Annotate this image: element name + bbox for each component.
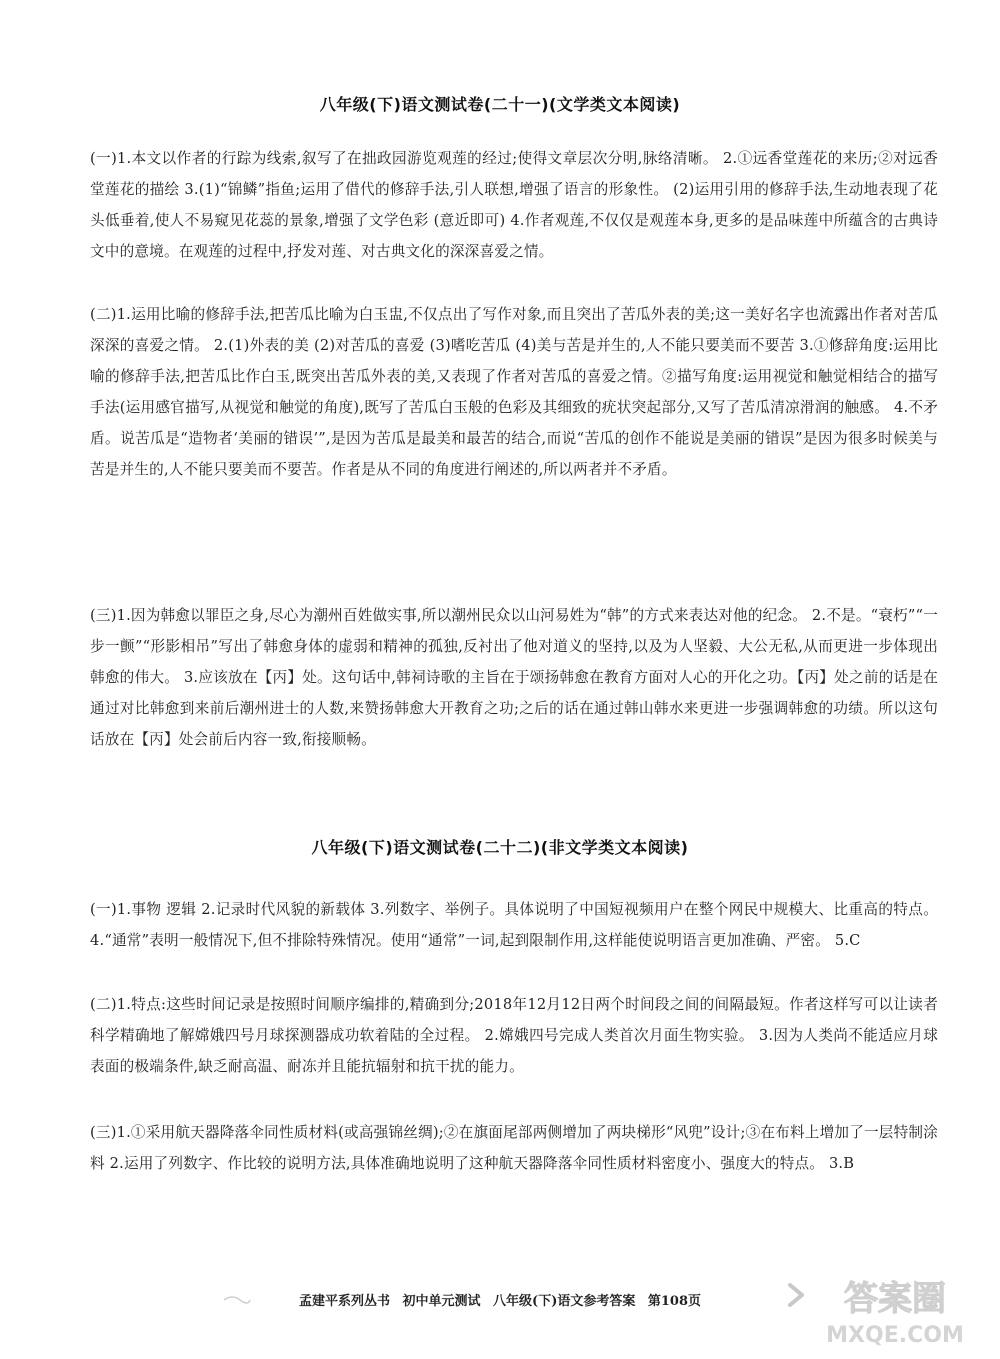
answer-block-22-1: (一)1.事物 逻辑 2.记录时代风貌的新载体 3.列数字、举例子。具体说明了中国短视频用户在整个网民中规模大、比重高的特点。 4.“通常”表明一般情况下,但不排除特殊情况。使用“通常”一词,起到限制作用,这样能使说明语言更加准确、严密。 5.C	[90, 901, 938, 949]
footer-book: 初中单元测试	[402, 1294, 481, 1309]
section-title-22: 八年级(下)语文测试卷(二十二)(非文学类文本阅读)	[311, 838, 689, 857]
footer-subject: 八年级(下)语文参考答案	[493, 1294, 636, 1309]
answer-block-22-3: (三)1.①采用航天器降落伞同性质材料(或高强锦丝绸);②在旗面尾部两侧增加了两块梯形“风兜”设计;③在布料上增加了一层特制涂料 2.运用了列数字、作比较的说明方法,具体准确地说明了这种航天器降落伞同性质材料密度小、强度大的特点。 3.B	[90, 1124, 938, 1172]
answer-block-21-2: (二)1.运用比喻的修辞手法,把苦瓜比喻为白玉盅,不仅点出了写作对象,而且突出了苦瓜外表的美;这一美好名字也流露出作者对苦瓜深深的喜爱之情。 2.(1)外表的美 (2)对苦瓜的喜爱 (3)嗜吃苦瓜 (4)美与苦是并生的,人不能只要美而不要苦 3.①修辞角度:运用比喻的修辞手法,把苦瓜比作白玉,既突出苦瓜外表的美,又表现了作者对苦瓜的喜爱之情。②描写角度:运用视觉和触觉相结合的描写手法(运用感官描写,从视觉和触觉的角度),既写了苦瓜白玉般的色彩及其细致的疣状突起部分,又写了苦瓜清凉滑润的触感。 4.不矛盾。说苦瓜是“造物者‘美丽的错误’”,是因为苦瓜是最美和最苦的结合,而说“苦瓜的创作不能说是美丽的错误”是因为很多时候美与苦是并生的,人不能只要美而不要苦。作者是从不同的角度进行阐述的,所以两者并不矛盾。	[90, 306, 938, 478]
watermark-logo-icon	[820, 1272, 970, 1350]
section-title-21: 八年级(下)语文测试卷(二十一)(文学类文本阅读)	[319, 95, 681, 114]
footer-series: 孟建平系列丛书	[298, 1294, 390, 1309]
footer-page-number: 第108页	[647, 1294, 702, 1309]
watermark-text: 答案圈	[844, 1279, 946, 1319]
answer-block-21-3: (三)1.因为韩愈以罪臣之身,尽心为潮州百姓做实事,所以潮州民众以山河易姓为“韩”的方式来表达对他的纪念。 2.不是。“衰朽”“一步一颤”“形影相吊”写出了韩愈身体的虚弱和精神的孤独,反衬出了他对道义的坚持,以及为人坚毅、大公无私,从而更进一步体现出韩愈的伟大。 3.应该放在【丙】处。这句话中,韩祠诗歌的主旨在于颂扬韩愈在教育方面对人心的开化之功。【丙】处之前的话是在通过对比韩愈到来前后潮州进士的人数,来赞扬韩愈大开教育之功;之后的话在通过韩山韩水来更进一步强调韩愈的功绩。所以这句话放在【丙】处会前后内容一致,衔接顺畅。	[90, 607, 938, 748]
chevron-right-icon	[784, 1282, 810, 1308]
answer-block-21-1: (一)1.本文以作者的行踪为线索,叙写了在拙政园游览观莲的经过;使得文章层次分明,脉络清晰。 2.①远香堂莲花的来历;②对远香堂莲花的描绘 3.(1)“锦鳞”指鱼;运用了借代的修辞手法,引人联想,增强了语言的形象性。 (2)运用引用的修辞手法,生动地表现了花头低垂着,使人不易窥见花蕊的景象,增强了文学色彩 (意近即可) 4.作者观莲,不仅仅是观莲本身,更多的是品味莲中所蕴含的古典诗文中的意境。在观莲的过程中,抒发对莲、对古典文化的深深喜爱之情。	[90, 150, 938, 260]
answer-block-22-2: (二)1.特点:这些时间记录是按照时间顺序编排的,精确到分;2018年12月12日两个时间段之间的间隔最短。作者这样写可以让读者科学精确地了解嫦娥四号月球探测器成功软着陆的全过程。 2.嫦娥四号完成人类首次月面生物实验。 3.因为人类尚不能适应月球表面的极端条件,缺乏耐高温、耐冻并且能抗辐射和抗干扰的能力。	[90, 996, 938, 1075]
watermark-url: MXQE.COM	[826, 1323, 964, 1348]
